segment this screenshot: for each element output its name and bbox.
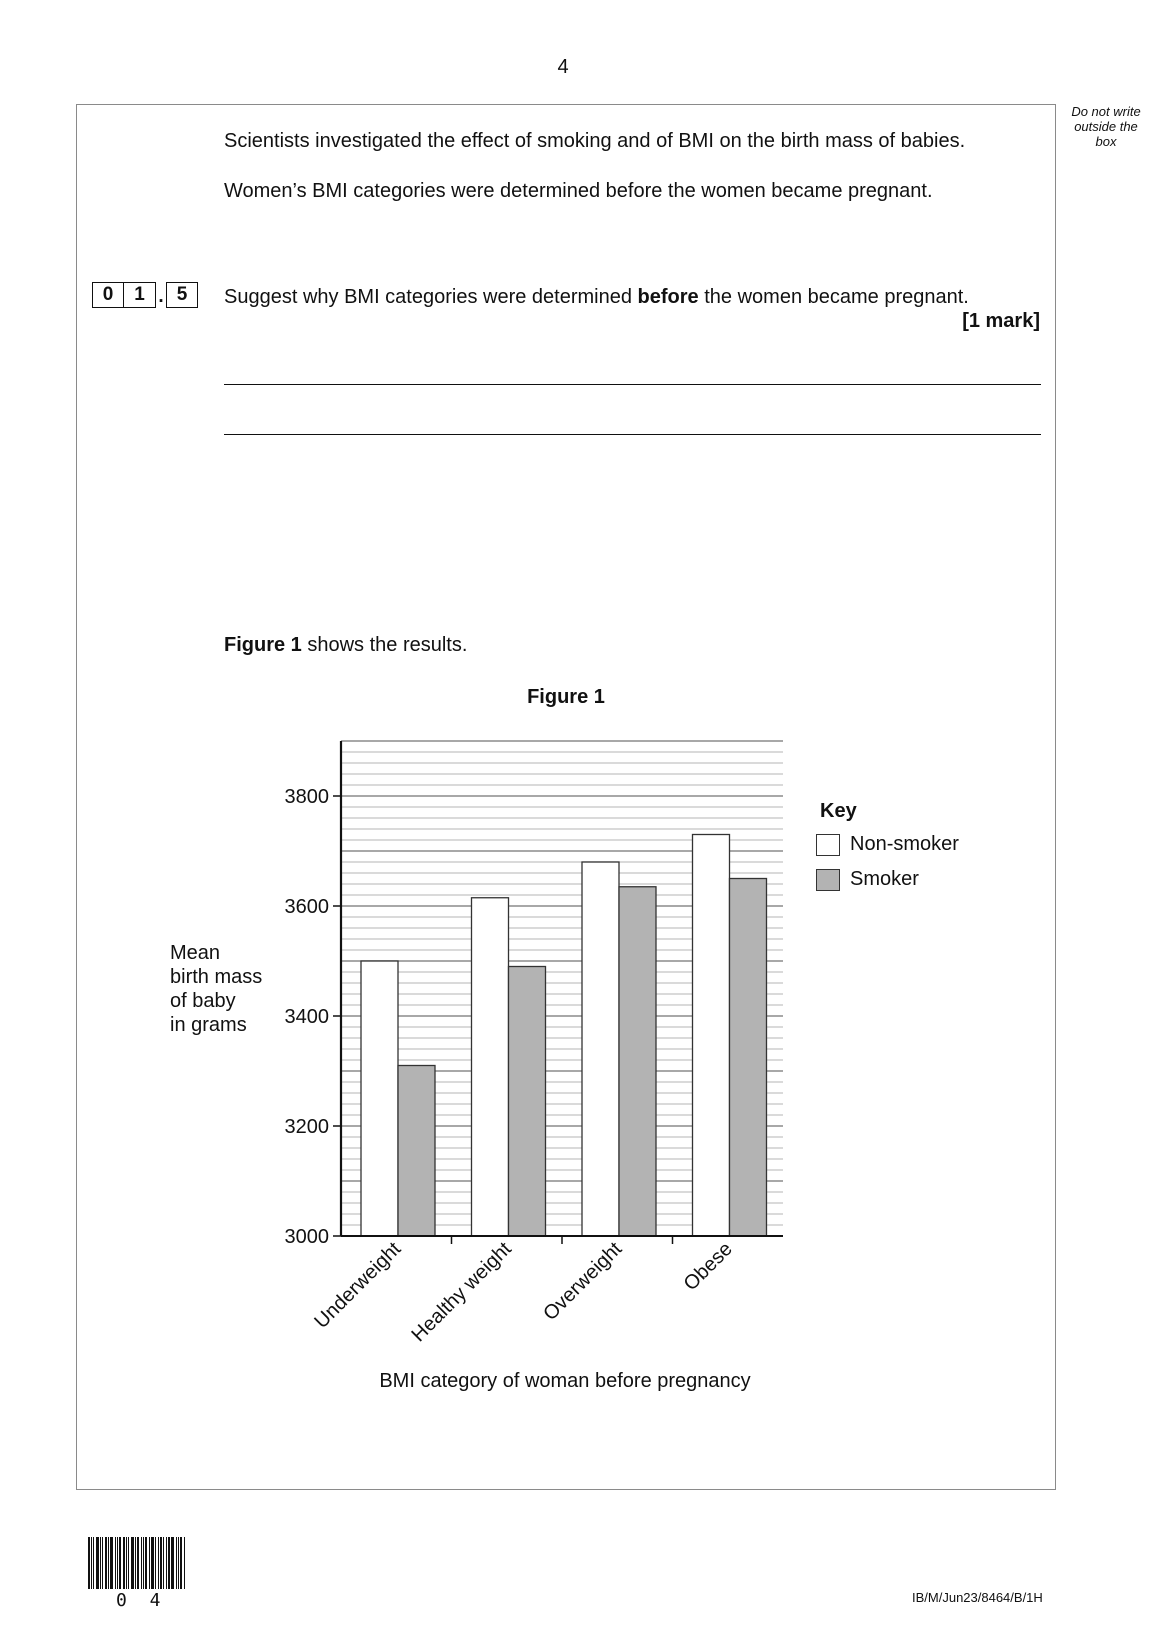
bar-smoker <box>730 879 767 1237</box>
question-digit: 1 <box>124 282 156 308</box>
barcode-bar <box>137 1537 139 1589</box>
barcode-bar <box>160 1537 162 1589</box>
y-axis-label-line: of baby <box>170 990 236 1012</box>
barcode-bar <box>155 1537 156 1589</box>
paper-reference: IB/M/Jun23/8464/B/1H <box>912 1590 1043 1605</box>
barcode-bar <box>171 1537 174 1589</box>
barcode-bar <box>178 1537 179 1589</box>
y-tick-label: 3200 <box>284 1116 329 1138</box>
barcode-bar <box>180 1537 182 1589</box>
bar-smoker <box>619 887 656 1236</box>
barcode-bar <box>128 1537 129 1589</box>
y-tick-label: 3800 <box>284 786 329 808</box>
barcode-bar <box>123 1537 125 1589</box>
barcode-bar <box>131 1537 134 1589</box>
barcode-bar <box>168 1537 170 1589</box>
bar-non-smoker <box>582 862 619 1236</box>
barcode-bar <box>91 1537 92 1589</box>
x-tick-label: Healthy weight <box>407 1237 516 1347</box>
x-tick-label: Obese <box>679 1237 737 1296</box>
question-digit: 5 <box>166 282 198 308</box>
barcode-bar <box>119 1537 121 1589</box>
barcode-icon <box>88 1537 186 1589</box>
barcode-bar <box>93 1537 94 1589</box>
legend-label: Smoker <box>850 868 919 890</box>
question-dot: . <box>158 286 164 307</box>
barcode-bar <box>96 1537 99 1589</box>
barcode-bar <box>145 1537 147 1589</box>
y-tick-label: 3600 <box>284 896 329 918</box>
legend-item-non-smoker <box>816 833 959 856</box>
y-tick-label: 3000 <box>284 1226 329 1248</box>
barcode-bar <box>163 1537 164 1589</box>
barcode-bar <box>143 1537 144 1589</box>
y-axis-label-line: in grams <box>170 1014 247 1036</box>
barcode-bar <box>166 1537 167 1589</box>
barcode-bar <box>105 1537 107 1589</box>
y-axis-label-line: Mean <box>170 942 221 964</box>
barcode-bar <box>117 1537 118 1589</box>
barcode-bar <box>149 1537 150 1589</box>
barcode-bar <box>184 1537 185 1589</box>
barcode-bar <box>135 1537 136 1589</box>
x-tick-label: Overweight <box>539 1237 627 1326</box>
bar-non-smoker <box>361 961 398 1236</box>
figure-title: Figure 1 <box>527 686 605 708</box>
figure-intro-rest: shows the results. <box>301 634 468 656</box>
y-tick-label: 3400 <box>284 1006 329 1028</box>
legend-swatch-non-smoker <box>816 834 840 856</box>
legend-label: Non-smoker <box>850 833 959 855</box>
figure-ref: Figure 1 <box>224 634 302 656</box>
bar-non-smoker <box>472 898 509 1236</box>
intro-line-1: Scientists investigated the effect of smoking and of BMI on the birth mass of babies. <box>224 130 966 152</box>
barcode-bar <box>115 1537 116 1589</box>
legend-swatch-smoker <box>816 869 840 891</box>
barcode-bar <box>108 1537 109 1589</box>
bar-non-smoker <box>693 835 730 1237</box>
barcode-bar <box>126 1537 127 1589</box>
question-text-part: Suggest why BMI categories were determined <box>224 286 638 308</box>
barcode-bar <box>158 1537 159 1589</box>
y-axis-label <box>170 941 262 1037</box>
question-digit: 0 <box>92 282 124 308</box>
barcode-bar <box>88 1537 90 1589</box>
barcode-bar <box>141 1537 142 1589</box>
barcode-bar <box>100 1537 101 1589</box>
barcode-number: 0 4 <box>116 1590 167 1611</box>
page-number: 4 <box>557 56 569 78</box>
barcode-bar <box>102 1537 103 1589</box>
barcode-bar <box>110 1537 113 1589</box>
barcode-bar <box>151 1537 154 1589</box>
barcode-bar <box>176 1537 177 1589</box>
question-text-bold: before <box>637 286 699 308</box>
intro-line-2: Women’s BMI categories were determined before the women became pregnant. <box>224 180 933 202</box>
y-axis-label-line: birth mass <box>170 966 263 988</box>
x-axis-label: BMI category of woman before pregnancy <box>379 1370 751 1392</box>
x-tick-label: Underweight <box>310 1237 406 1333</box>
question-text-part: the women became pregnant. <box>698 286 969 308</box>
bar-smoker <box>398 1066 435 1237</box>
legend-item-smoker <box>816 868 919 891</box>
legend-title: Key <box>820 800 857 822</box>
bar-smoker <box>509 967 546 1237</box>
marks-label: [1 mark] <box>962 310 1040 332</box>
margin-note: Do not write outside the box <box>1071 104 1141 149</box>
